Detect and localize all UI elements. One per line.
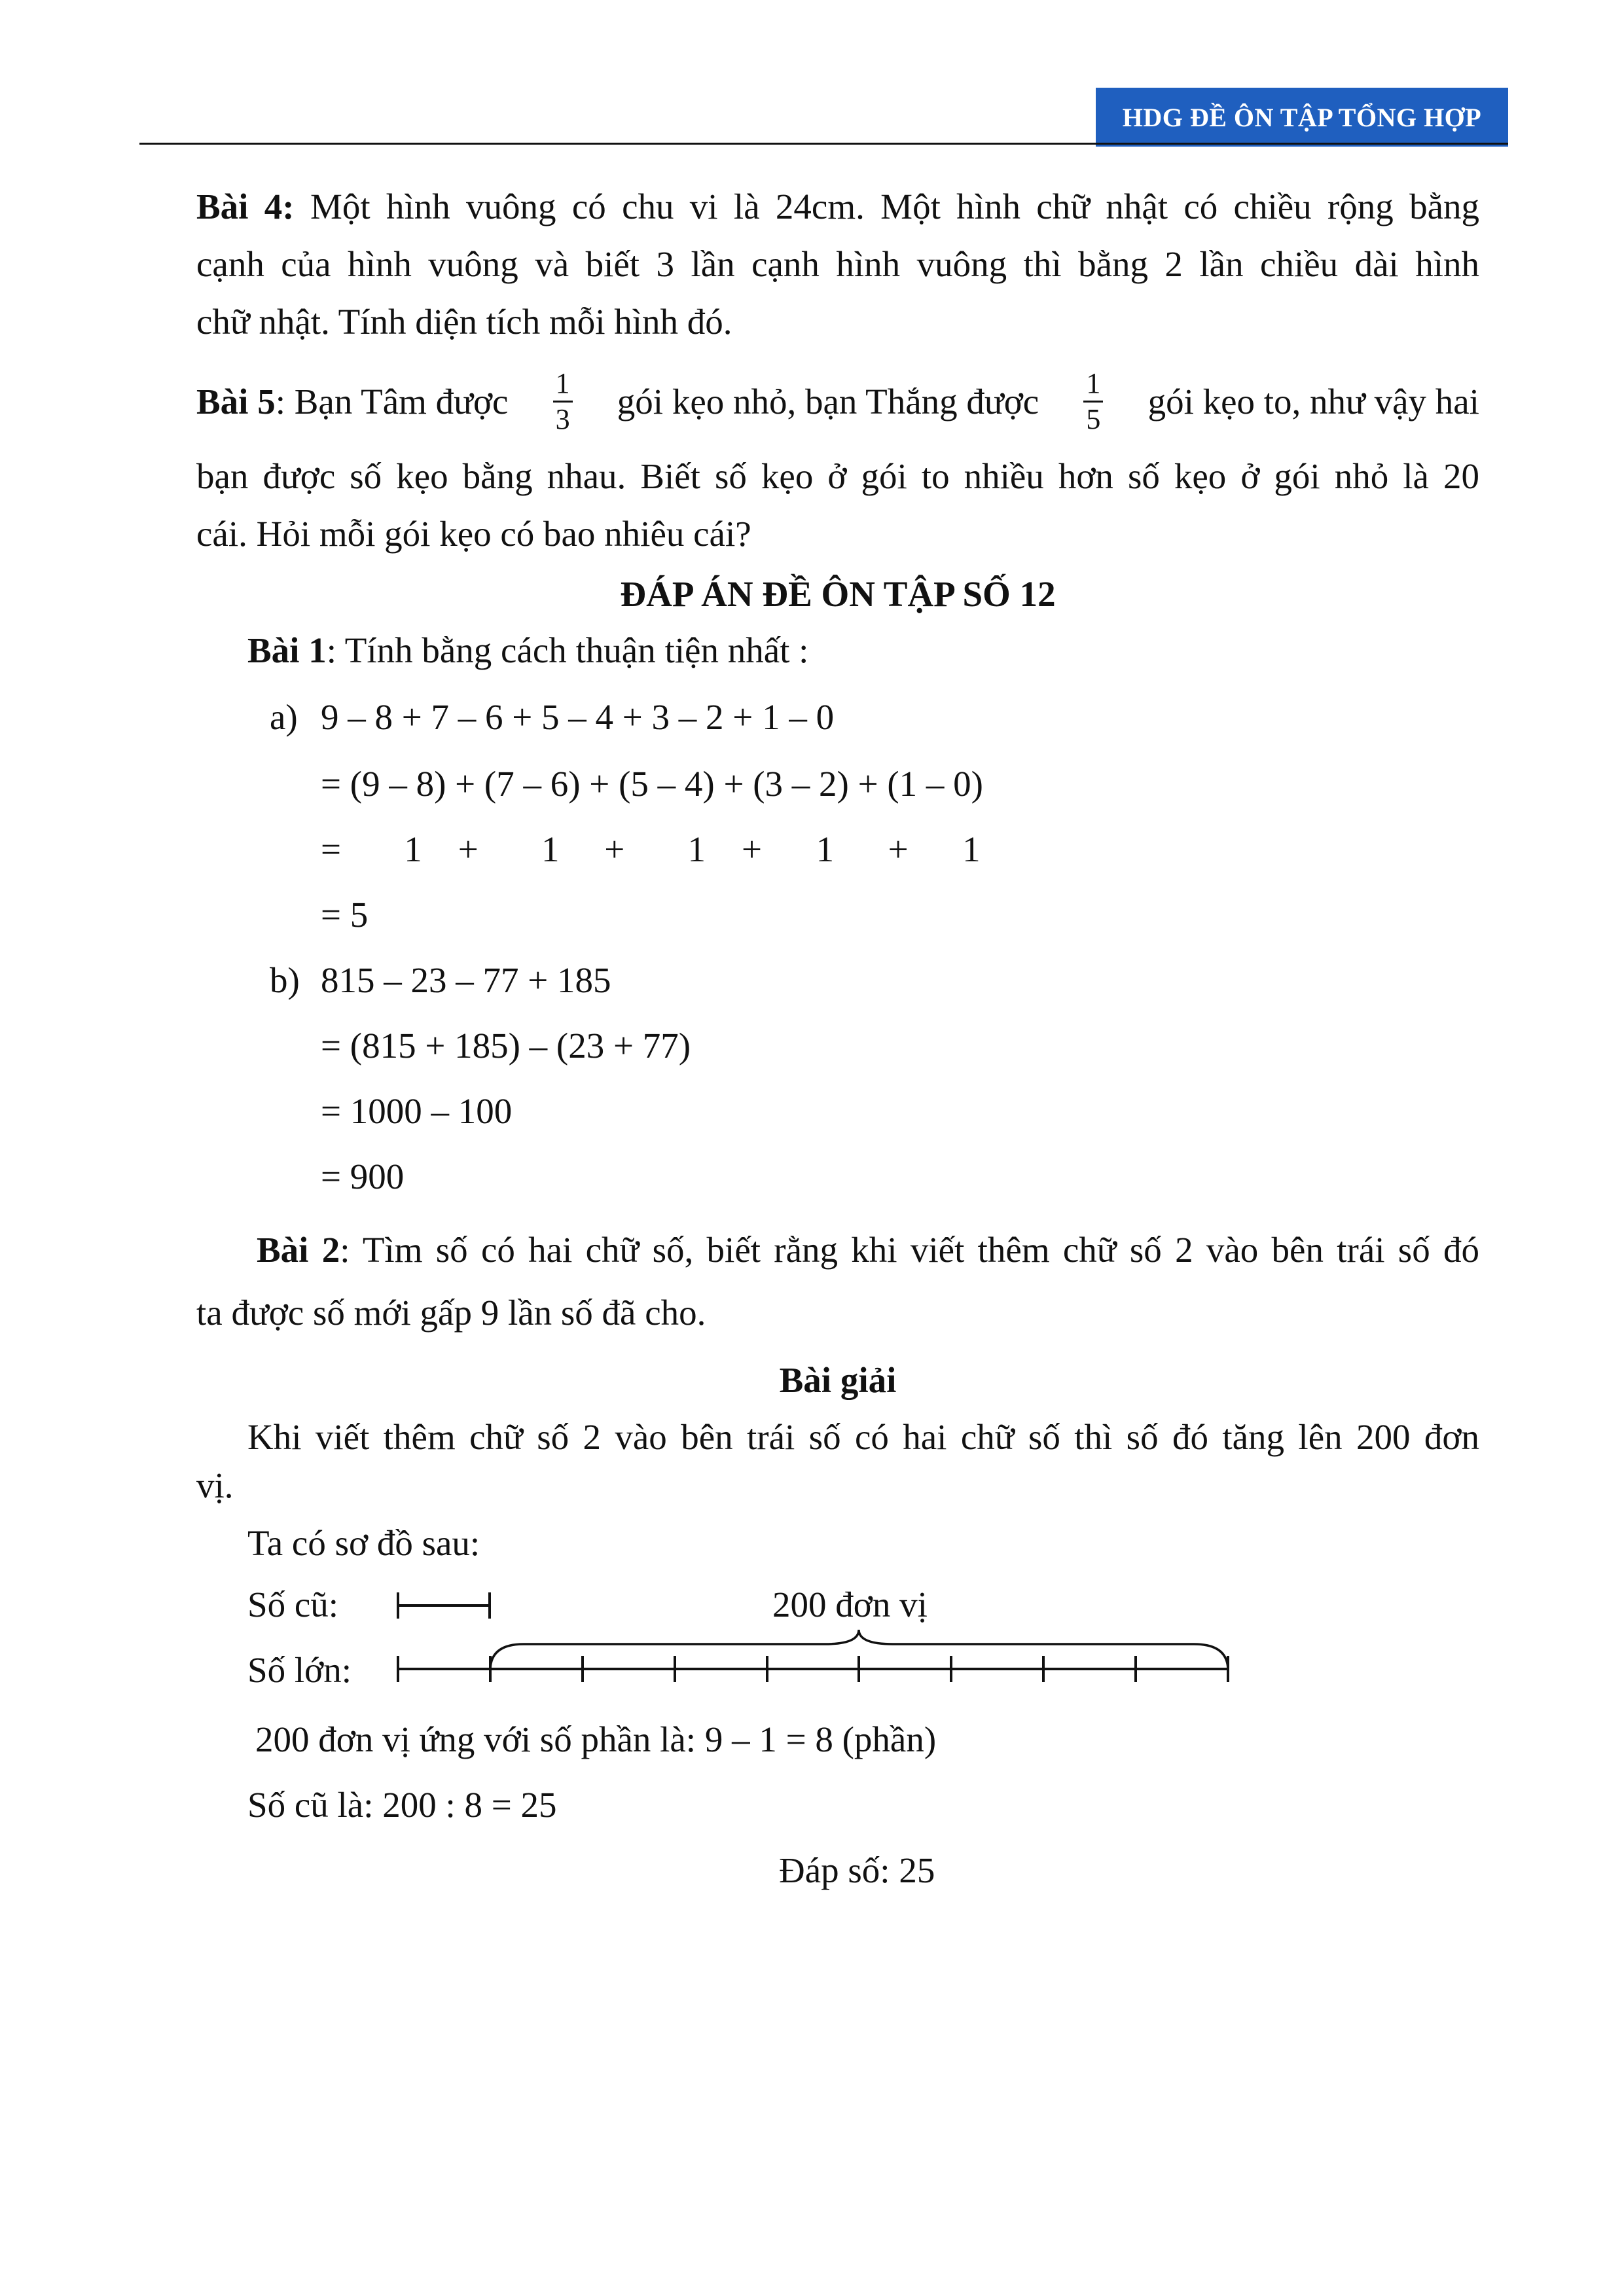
bai4-label: Bài 4: xyxy=(196,187,295,226)
solution-line2: vị. xyxy=(196,1465,234,1505)
bai2-text-1: : Tìm số có hai chữ số, biết rằng khi viết thêm chữ số 2 vào bên trái số đó xyxy=(340,1230,1479,1270)
bai5-part3: gói kẹo to, như vậy hai xyxy=(1147,381,1479,422)
bai1-a-line-2: = (9 – 8) + (7 – 6) + (5 – 4) + (3 – 2) + (1 – 0) xyxy=(321,764,983,804)
solution-title: Bài giải xyxy=(779,1360,897,1400)
bai4-line2: cạnh của hình vuông và biết 3 lần cạnh hình vuông thì bằng 2 lần chiều dài hình xyxy=(196,244,1479,284)
fraction-denominator: 3 xyxy=(555,403,570,435)
bai1-b-label: b) xyxy=(270,960,300,1000)
bai5-label: Bài 5 xyxy=(196,381,276,422)
bai1-a-line-1: 9 – 8 + 7 – 6 + 5 – 4 + 3 – 2 + 1 – 0 xyxy=(321,697,835,737)
bai5-part2: gói kẹo nhỏ, bạn Thắng được xyxy=(617,381,1039,422)
fraction-numerator: 1 xyxy=(553,367,573,403)
bai1-a-line-4: = 5 xyxy=(321,895,369,935)
bai1-label: Bài 1 xyxy=(247,630,327,670)
bai5-part1: : Bạn Tâm được xyxy=(275,381,509,422)
bai1-b-line-2: = (815 + 185) – (23 + 77) xyxy=(321,1026,691,1066)
final-answer: Đáp số: 25 xyxy=(779,1850,935,1890)
fraction-numerator: 1 xyxy=(1083,367,1103,403)
bai1-b-line-3: = 1000 – 100 xyxy=(321,1091,513,1131)
solution-line1: Khi viết thêm chữ số 2 vào bên trái số có hai chữ số thì số đó tăng lên 200 đơn xyxy=(247,1417,1479,1457)
brace-label: 200 đơn vị xyxy=(772,1585,928,1624)
bai4-line3: chữ nhật. Tính diện tích mỗi hình đó. xyxy=(196,302,732,342)
bai1-a-label: a) xyxy=(270,697,298,737)
bai2-label: Bài 2 xyxy=(257,1230,340,1270)
diagram-intro: Ta có sơ đồ sau: xyxy=(247,1523,480,1563)
bai4-text-1: Một hình vuông có chu vi là 24cm. Một hình chữ nhật có chiều rộng bằng xyxy=(310,187,1480,226)
answer-title: ĐÁP ÁN ĐỀ ÔN TẬP SỐ 12 xyxy=(620,574,1056,614)
bai5-line2: bạn được số kẹo bằng nhau. Biết số kẹo ở gói to nhiều hơn số kẹo ở gói nhỏ là 20 xyxy=(196,456,1479,496)
new-number-label: Số lớn: xyxy=(247,1650,352,1690)
old-number-result: Số cũ là: 200 : 8 = 25 xyxy=(247,1785,557,1825)
bai2-line2: ta được số mới gấp 9 lần số đã cho. xyxy=(196,1293,706,1333)
header-title: HDG ĐỀ ÔN TẬP TỔNG HỢP xyxy=(1096,88,1508,147)
bai1-text: : Tính bằng cách thuận tiện nhất : xyxy=(326,630,809,670)
old-number-label: Số cũ: xyxy=(247,1585,339,1624)
bai1-b-line-4: = 900 xyxy=(321,1157,405,1196)
bai1-b-line-1: 815 – 23 – 77 + 185 xyxy=(321,960,611,1000)
bai1-a-line-3: = 1 + 1 + 1 + 1 + 1 xyxy=(321,829,981,869)
parts-line: 200 đơn vị ứng với số phần là: 9 – 1 = 8 (phần) xyxy=(255,1719,937,1759)
bai5-line3: cái. Hỏi mỗi gói kẹo có bao nhiêu cái? xyxy=(196,514,751,554)
fraction-denominator: 5 xyxy=(1086,403,1101,435)
